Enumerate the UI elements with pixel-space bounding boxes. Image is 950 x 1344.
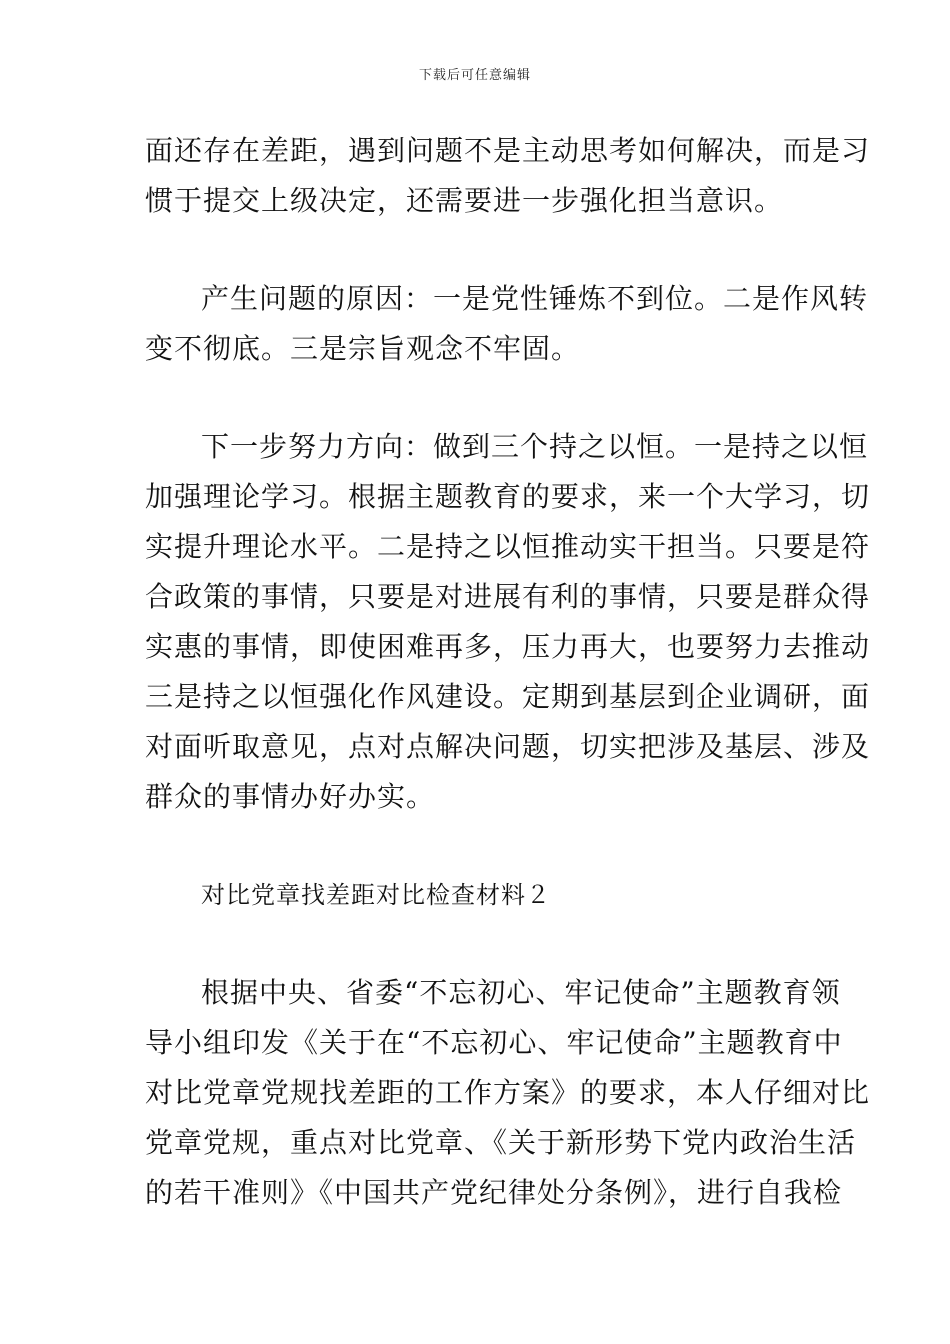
paragraph-gap <box>145 822 809 870</box>
paragraph-line: 下一步努力方向：做到三个持之以恒。一是持之以恒 <box>201 430 869 463</box>
paragraph-line: 惯于提交上级决定，还需要进一步强化担当意识。 <box>145 184 784 217</box>
paragraph-gap <box>145 226 809 274</box>
paragraph-line: 群众的事情办好办实。 <box>145 780 436 813</box>
paragraph-line: 根据中央、省委“不忘初心、牢记使命”主题教育领 <box>201 976 841 1009</box>
paragraph-gap <box>145 920 809 968</box>
paragraph-line: 加强理论学习。根据主题教育的要求，来一个大学习，切 <box>145 480 871 513</box>
paragraph-line: 面还存在差距，遇到问题不是主动思考如何解决，而是习 <box>145 134 871 167</box>
header-note: 下载后可任意编辑 <box>418 68 531 83</box>
paragraph-line: 合政策的事情，只要是对进展有利的事情，只要是群众得 <box>145 580 871 613</box>
document-body <box>145 126 871 1218</box>
paragraph-line: 产生问题的原因：一是党性锤炼不到位。二是作风转 <box>201 282 869 315</box>
paragraph-line: 变不彻底。三是宗旨观念不牢固。 <box>145 332 581 365</box>
paragraph-1 <box>145 126 871 226</box>
paragraph-line: 对比党章党规找差距的工作方案》的要求，本人仔细对比 <box>145 1076 871 1109</box>
paragraph-line: 三是持之以恒强化作风建设。定期到基层到企业调研，面 <box>145 680 871 713</box>
paragraph-line: 实惠的事情，即使困难再多，压力再大，也要努力去推动 <box>145 630 871 663</box>
paragraph-5 <box>145 968 871 1218</box>
paragraph-3 <box>145 422 871 822</box>
paragraph-line: 对面听取意见，点对点解决问题，切实把涉及基层、涉及 <box>145 730 871 763</box>
paragraph-2 <box>145 274 869 374</box>
paragraph-line: 党章党规，重点对比党章、《关于新形势下党内政治生活 <box>145 1126 857 1159</box>
section-heading-wrapper <box>145 870 809 920</box>
paragraph-line: 的若干准则》《中国共产党纪律处分条例》，进行自我检 <box>145 1176 843 1209</box>
paragraph-gap <box>145 374 809 422</box>
paragraph-line: 导小组印发《关于在“不忘初心、牢记使命”主题教育中 <box>145 1026 843 1059</box>
paragraph-line: 实提升理论水平。二是持之以恒推动实干担当。只要是符 <box>145 530 871 563</box>
section-heading: 对比党章找差距对比检查材料２ <box>201 881 551 909</box>
